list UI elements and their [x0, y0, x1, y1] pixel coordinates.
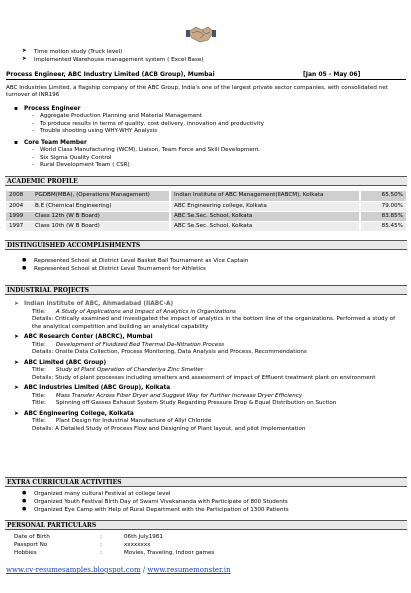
- list-item: ● Represented School at District Level Tournament for Athletics: [22, 265, 402, 273]
- institute-cell: Indian Institute of ABC Management(IIABCM), Kolkata: [170, 191, 360, 201]
- details-label: Details:: [32, 425, 54, 432]
- section-heading-projects: INDUSTRIAL PROJECTS: [5, 285, 407, 295]
- project-title: Development of Fluidized Bed Thermal De-Nitration Process: [55, 341, 225, 348]
- details-label: Details:: [32, 374, 54, 381]
- degree-cell: PGDBM(MBA), (Operations Management): [32, 191, 170, 201]
- personal-value: xxxxxxxx: [124, 541, 151, 548]
- section-heading-extracurricular: EXTRA CURRICULAR ACTIVITIES: [5, 477, 407, 487]
- title-label: Title:: [32, 392, 46, 399]
- project-institute: ➤ ABC Research Center (ABCRC), Mumbai: [14, 334, 406, 342]
- handshake-logo-icon: [186, 22, 216, 46]
- section-heading-achievements: DISTINGUISHED ACCOMPLISHMENTS: [5, 240, 407, 250]
- project-details: Study of plant processes including smelters and assessment of impact of Effluent treatment plant on environment: [55, 374, 376, 381]
- project-institute: ➤ Indian Institute of ABC, Ahmadabad (IIABC-A): [14, 301, 406, 309]
- title-label: Title:: [32, 418, 46, 425]
- extracurricular-list: [22, 490, 402, 514]
- year-cell: 2004: [6, 201, 32, 211]
- degree-cell: Class 10th (W B Board): [32, 221, 170, 231]
- personal-value: Movies, Traveling, Indoor games: [124, 549, 215, 556]
- year-cell: 1999: [6, 211, 32, 221]
- degree-cell: Class 12th (W B Board): [32, 211, 170, 221]
- top-bullet-list: [22, 49, 382, 65]
- role-list: [14, 147, 394, 169]
- footer-link-blog[interactable]: www.cv-resumesamples.blogspot.com: [6, 566, 141, 574]
- project-entry: [14, 301, 406, 331]
- table-row: [6, 191, 406, 201]
- table-row: [14, 541, 214, 549]
- percentage-cell: 65.50%: [360, 191, 406, 201]
- list-item: ➤ Implemented Warehouse management system ( Excel Base): [22, 57, 382, 64]
- list-item: - To produce results in terms of quality, cost delivery, innovation and productivity: [32, 121, 394, 128]
- title-label: Title:: [32, 367, 46, 374]
- institute-cell: ABC Engineering college, Kolkata: [170, 201, 360, 211]
- institute-cell: ABC Se.Sec. School, Kolkata: [170, 211, 360, 221]
- project-details: A Detailed Study of Process Flow and Designing of Plant layout, and pilot Implementation: [55, 425, 306, 432]
- job-title: Process Engineer, ABC Industry Limited (ACB Group), Mumbai: [6, 71, 215, 78]
- project-title-line: [14, 393, 406, 400]
- table-row: [6, 201, 406, 211]
- section-heading-personal: PERSONAL PARTICULARS: [5, 520, 407, 530]
- project-title: A Study of Applications and Impact of Analytics in Organizations: [55, 308, 236, 315]
- project-title-line: [14, 367, 406, 374]
- project-title-line: [14, 309, 406, 316]
- project-details-line: [14, 426, 406, 433]
- achievements-list: [22, 257, 402, 273]
- project-title: Study of Plant Operation of Chanderiya Zinc Smelter: [55, 367, 204, 374]
- role-block: [14, 106, 394, 135]
- project-title-line: [14, 342, 406, 349]
- list-item: ● Organized Youth Festival Birth Day of Swami Vivekananda with Participate of 800 Students: [22, 498, 402, 506]
- list-item: ● Organized Eye Camp with Help of Rural Department with the Participation of 1300 Patients: [22, 506, 402, 514]
- footer-link-site[interactable]: www.resumemonster.in: [147, 566, 231, 574]
- list-item: ● Represented School at District Level Basket Ball Tournament as Vice Captain: [22, 257, 402, 265]
- job-heading: [6, 71, 406, 80]
- list-item: - Trouble shooting using WHY-WHY Analysis: [32, 128, 394, 135]
- list-item: - Rural Development Team ( CSR): [32, 162, 394, 169]
- project-details-line: [14, 400, 406, 407]
- project-details-line: [14, 375, 406, 382]
- personal-colon: :: [100, 533, 102, 540]
- project-institute: ➤ ABC Limited (ABC Group): [14, 360, 406, 368]
- institute-cell: ABC Se.Sec. School, Kolkata: [170, 221, 360, 231]
- percentage-cell: 79.00%: [360, 201, 406, 211]
- details-label: Details:: [32, 349, 54, 356]
- details-label: Details:: [32, 316, 54, 323]
- project-entry: [14, 360, 406, 383]
- project-entry: [14, 411, 406, 434]
- details-label: Title:: [32, 400, 46, 407]
- company-summary: ABC Industries Limited, a flagship company of the ABC Group, India's one of the largest private sector companies, with consolidated net turnover of INR196: [6, 85, 388, 99]
- project-title: Mass Transfer Across Fiber Dryer and Suggest Way for Further Increase Dryer Efficiency: [55, 392, 303, 399]
- project-title: Plant Design for Industrial Manufacture of Allyl Chloride: [55, 418, 212, 425]
- project-institute: ➤ ABC Engineering College, Kolkata: [14, 411, 406, 419]
- role-title: ▪ Core Team Member: [14, 140, 394, 147]
- list-item: ● Organized many cultural Festival at college level: [22, 490, 402, 498]
- project-details: Critically examined and investigated the impact of analytics in the bottom line of the organizations. Performed a study of the analytical competition and building an analytical capability: [32, 316, 396, 330]
- table-row: [6, 211, 406, 221]
- project-institute: ➤ ABC Industries Limited (ABC Group), Kolkata: [14, 385, 406, 393]
- project-details-line: [14, 349, 406, 356]
- project-details: Onsite Data Collection, Process Monitoring, Data Analysis and Process, Recommendations: [55, 349, 307, 356]
- list-item: - Aggregate Production Planning and Material Management: [32, 113, 394, 120]
- footer-separator: /: [140, 566, 148, 574]
- personal-label: Hobbies: [14, 549, 37, 556]
- list-item: - World Class Manufacturing (WCM), Liaison, Team Force and Skill Development.: [32, 147, 394, 154]
- project-title-line: [14, 418, 406, 425]
- section-heading-academic: ACADEMIC PROFILE: [5, 176, 407, 186]
- list-item: - Six Sigma Quality Control: [32, 155, 394, 162]
- project-entry: [14, 385, 406, 408]
- year-cell: 1997: [6, 221, 32, 231]
- personal-label: Passport No: [14, 541, 48, 548]
- table-row: [6, 221, 406, 231]
- project-details-line: [14, 316, 406, 331]
- personal-colon: :: [100, 549, 102, 556]
- role-title: ▪ Process Engineer: [14, 106, 394, 113]
- table-row: [14, 549, 214, 557]
- role-block: [14, 140, 394, 169]
- role-list: [14, 113, 394, 135]
- project-details: Spinning off Gasses Exhaust System Study Regarding Pressure Drop & Equal Distribution on Suction: [55, 400, 337, 407]
- table-row: [14, 533, 214, 541]
- job-dates: [Jan 05 - May 06]: [303, 71, 361, 78]
- title-label: Title:: [32, 308, 46, 315]
- degree-cell: B.E (Chemical Engineering): [32, 201, 170, 211]
- academic-table: [6, 191, 406, 232]
- project-entry: [14, 334, 406, 357]
- projects-list: [14, 301, 406, 436]
- percentage-cell: 85.45%: [360, 221, 406, 231]
- personal-label: Date of Birth: [14, 533, 50, 540]
- percentage-cell: 83.85%: [360, 211, 406, 221]
- personal-table: [14, 533, 214, 557]
- footer-links: [6, 566, 406, 575]
- personal-value: 06th July1981: [124, 533, 163, 540]
- list-item: ➤ Time motion study (Truck level): [22, 49, 382, 56]
- year-cell: 2008: [6, 191, 32, 201]
- personal-colon: :: [100, 541, 102, 548]
- title-label: Title:: [32, 341, 46, 348]
